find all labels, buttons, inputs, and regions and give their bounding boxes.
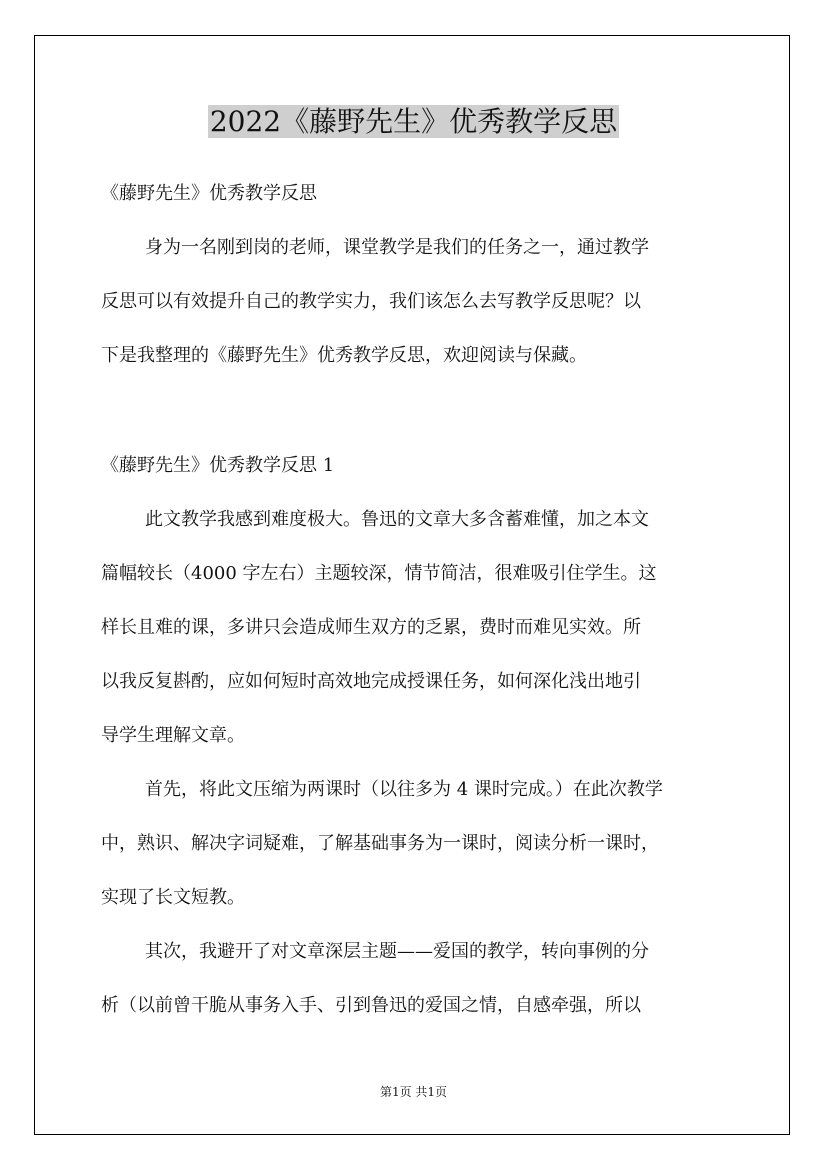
paragraph-line: 样长且难的课，多讲只会造成师生双方的乏累，费时而难见实效。所 [101, 617, 641, 638]
intro-line: 下是我整理的《藤野先生》优秀教学反思，欢迎阅读与保藏。 [101, 345, 587, 366]
section-heading: 《藤野先生》优秀教学反思 1 [101, 455, 335, 476]
paragraph-line: 析（以前曾干脆从事务入手、引到鲁迅的爱国之情，自感牵强，所以 [101, 995, 641, 1016]
paragraph-line: 此文教学我感到难度极大。鲁迅的文章大多含蓄难懂，加之本文 [145, 509, 649, 530]
paragraph-line: 以我反复斟酌，应如何短时高效地完成授课任务，如何深化浅出地引 [101, 671, 641, 692]
page-footer: 第1页 共1页 [379, 1085, 448, 1099]
paragraph-line: 首先，将此文压缩为两课时（以往多为 4 课时完成。）在此次教学 [145, 779, 663, 800]
paragraph-line: 中，熟识、解决字词疑难，了解基础事务为一课时，阅读分析一课时， [101, 833, 659, 854]
paragraph-line: 导学生理解文章。 [101, 725, 245, 746]
intro-line: 反思可以有效提升自己的教学实力，我们该怎么去写教学反思呢？以 [101, 291, 641, 312]
paragraph-line: 篇幅较长（4000 字左右）主题较深，情节简洁，很难吸引住学生。这 [101, 563, 657, 584]
paragraph-line: 其次，我避开了对文章深层主题——爱国的教学，转向事例的分 [145, 941, 649, 962]
document-title: 2022《藤野先生》优秀教学反思 [209, 105, 618, 138]
document-subtitle: 《藤野先生》优秀教学反思 [101, 183, 317, 204]
intro-line: 身为一名刚到岗的老师，课堂教学是我们的任务之一，通过教学 [145, 237, 649, 258]
paragraph-line: 实现了长文短教。 [101, 887, 245, 908]
